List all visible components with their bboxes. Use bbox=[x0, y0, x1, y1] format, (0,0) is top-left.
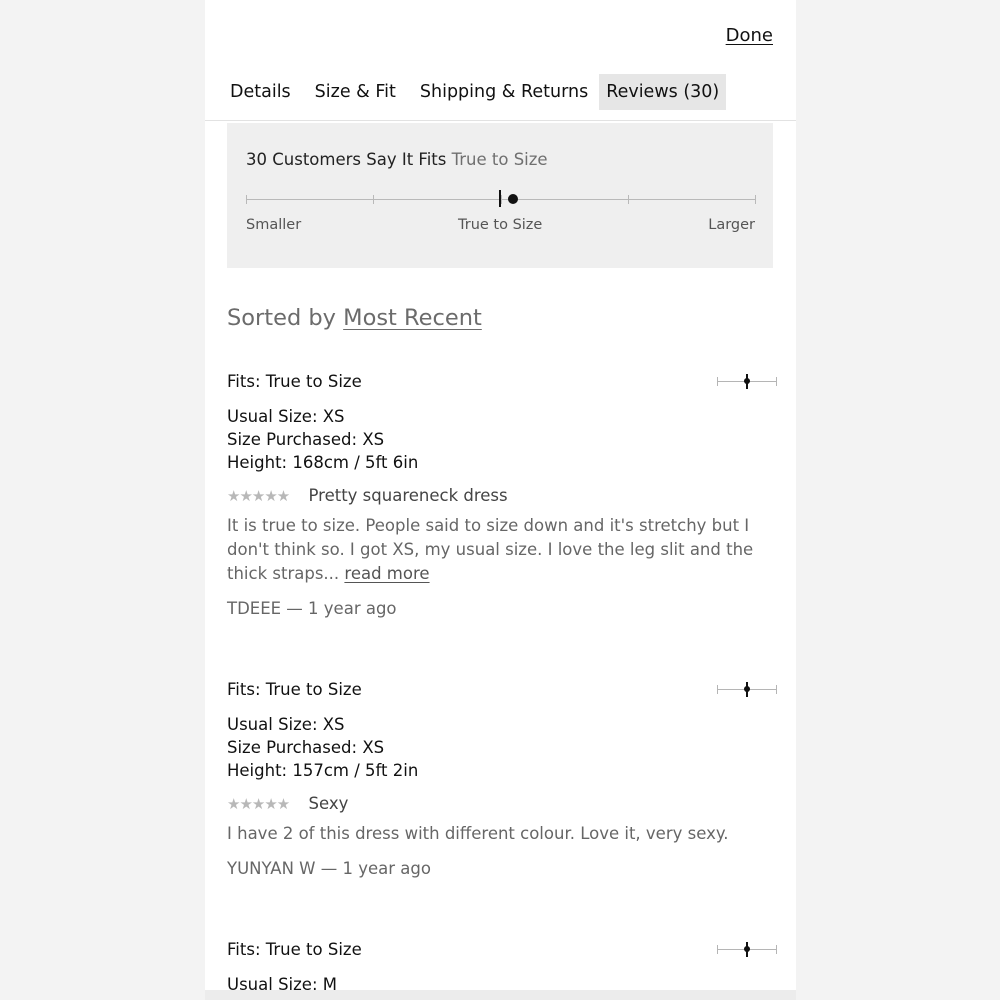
mini-scale-end bbox=[776, 685, 777, 694]
star-rating: ★★★★★ bbox=[227, 795, 290, 813]
review-body bbox=[227, 514, 773, 586]
review-headline-row bbox=[227, 792, 777, 816]
review-headline-row bbox=[227, 484, 777, 508]
done-button[interactable]: Done bbox=[725, 25, 773, 46]
bottom-edge bbox=[205, 990, 796, 1000]
review-text: I have 2 of this dress with different colour. Love it, very sexy. bbox=[227, 824, 729, 843]
scale-label-true-to-size: True to Size bbox=[458, 217, 543, 233]
review-fit: Fits: True to Size bbox=[227, 372, 362, 391]
fit-summary-value: True to Size bbox=[451, 150, 548, 169]
fit-summary-panel bbox=[227, 123, 773, 268]
mini-scale-end bbox=[717, 377, 718, 386]
review-sizing bbox=[227, 713, 777, 782]
scale-label-smaller: Smaller bbox=[246, 217, 302, 233]
review-usual-size: Usual Size: M bbox=[227, 975, 337, 990]
review-height: Height: 157cm / 5ft 2in bbox=[227, 761, 419, 780]
review-size-purchased: Size Purchased: XS bbox=[227, 738, 385, 757]
review-usual-size: Usual Size: XS bbox=[227, 715, 345, 734]
fit-summary-prefix: 30 Customers Say It Fits bbox=[246, 150, 447, 169]
review-usual-size: Usual Size: XS bbox=[227, 407, 345, 426]
sort-prefix: Sorted by bbox=[227, 305, 336, 331]
star-rating: ★★★★★ bbox=[227, 487, 290, 505]
review-item bbox=[227, 679, 777, 878]
review-fit: Fits: True to Size bbox=[227, 680, 362, 699]
review-body bbox=[227, 822, 773, 846]
scale-tick bbox=[628, 195, 629, 204]
scale-label-larger: Larger bbox=[708, 217, 755, 233]
review-text: It is true to size. People said to size down and it's stretchy but I don't think so. I got XS, my usual size. I love the leg slit and the thick straps... bbox=[227, 516, 754, 583]
mini-scale-end bbox=[776, 377, 777, 386]
review-size-purchased: Size Purchased: XS bbox=[227, 430, 385, 449]
tabs-divider bbox=[205, 120, 796, 121]
tab-details[interactable]: Details bbox=[230, 82, 291, 102]
mini-scale-end bbox=[717, 945, 718, 954]
review-author: YUNYAN W — 1 year ago bbox=[227, 859, 431, 878]
review-height: Height: 168cm / 5ft 6in bbox=[227, 453, 419, 472]
review-fit-scale bbox=[717, 949, 777, 950]
scale-tick bbox=[246, 195, 247, 204]
tab-bar bbox=[223, 74, 726, 110]
review-fit-marker bbox=[744, 686, 750, 692]
product-info-sheet bbox=[205, 0, 796, 990]
review-headline: Sexy bbox=[308, 794, 349, 813]
read-more-link[interactable]: read more bbox=[344, 564, 430, 583]
review-fit-marker bbox=[744, 378, 750, 384]
sort-option-link[interactable]: Most Recent bbox=[343, 305, 482, 331]
mini-scale-end bbox=[717, 685, 718, 694]
tab-shipping-returns[interactable]: Shipping & Returns bbox=[419, 82, 589, 102]
scale-tick bbox=[755, 195, 756, 204]
review-sizing bbox=[227, 405, 777, 474]
review-sizing bbox=[227, 973, 777, 990]
sort-control bbox=[227, 305, 482, 331]
fit-summary-title bbox=[246, 150, 548, 169]
review-fit: Fits: True to Size bbox=[227, 940, 362, 959]
review-fit-scale bbox=[717, 689, 777, 690]
scale-center-marker bbox=[499, 190, 501, 207]
review-fit-scale bbox=[717, 381, 777, 382]
review-author: TDEEE — 1 year ago bbox=[227, 599, 397, 618]
mini-scale-end bbox=[776, 945, 777, 954]
review-item bbox=[227, 371, 777, 618]
scale-tick bbox=[373, 195, 374, 204]
average-fit-marker bbox=[508, 194, 518, 204]
review-fit-marker bbox=[744, 946, 750, 952]
fit-scale bbox=[246, 199, 755, 200]
tab-reviews[interactable]: Reviews (30) bbox=[599, 74, 726, 110]
review-item bbox=[227, 939, 777, 990]
tab-size-fit[interactable]: Size & Fit bbox=[314, 82, 396, 102]
review-headline: Pretty squareneck dress bbox=[308, 486, 508, 505]
